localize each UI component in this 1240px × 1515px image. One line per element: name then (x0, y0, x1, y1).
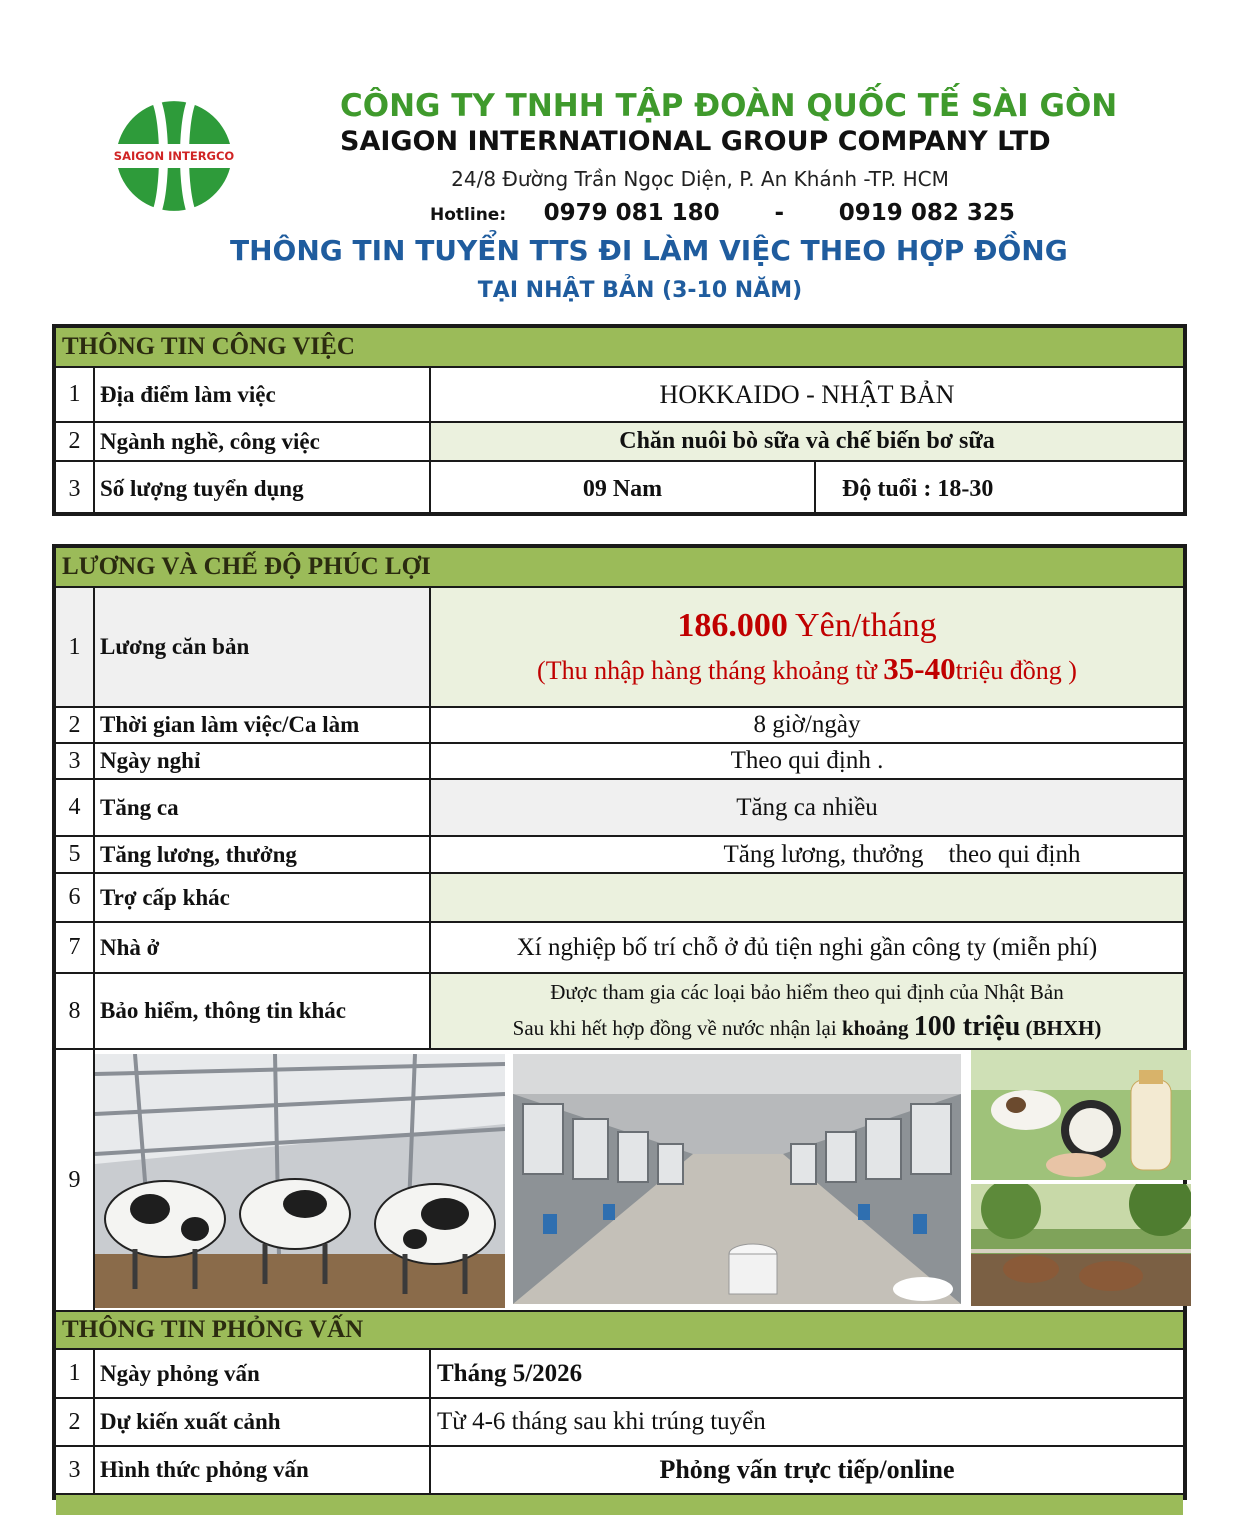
table-row (56, 744, 1183, 780)
age-label: Độ tuổi : (842, 475, 932, 502)
company-address: 24/8 Đường Trần Ngọc Diện, P. An Khánh -TP. HCM (451, 167, 949, 191)
base-salary-amount: 186.000 (677, 607, 788, 644)
row-number: 5 (56, 837, 95, 872)
table-row (56, 368, 1183, 423)
table-row (56, 837, 1183, 874)
dairy-product-photo (971, 1050, 1191, 1180)
company-name-en: SAIGON INTERNATIONAL GROUP COMPANY LTD (340, 126, 1051, 157)
row-number: 1 (56, 1350, 95, 1397)
next-section-header (56, 1495, 1183, 1515)
row-label: Nhà ở (95, 923, 431, 972)
job-section-title: THÔNG TIN CÔNG VIỆC (62, 333, 355, 360)
row-number: 2 (56, 423, 95, 460)
table-row (56, 708, 1183, 744)
logo-text: SAIGON INTERGCO (113, 149, 235, 163)
departure-estimate: Từ 4-6 tháng sau khi trúng tuyển (437, 1408, 766, 1435)
row-number: 2 (56, 1399, 95, 1445)
job-info-table (52, 324, 1187, 516)
interview-date: Tháng 5/2026 (437, 1359, 583, 1387)
dairy-barn-photo (95, 1054, 505, 1308)
raise-bonus: Tăng lương, thưởng theo qui định (723, 840, 1081, 868)
row-label: Ngành nghề, công việc (95, 423, 431, 460)
table-row (56, 874, 1183, 923)
insurance-refund-about: khoảng (841, 1015, 914, 1040)
page-subtitle: TẠI NHẬT BẢN (3-10 NĂM) (477, 278, 803, 303)
income-amount: 35-40 (883, 651, 956, 686)
insurance-line-1: Được tham gia các loại bảo hiểm theo qui định của Nhật Bản (550, 979, 1064, 1004)
row-label: Ngày phỏng vấn (95, 1350, 431, 1397)
base-salary-line (677, 607, 936, 645)
row-label: Lương căn bản (95, 588, 431, 706)
row-number: 1 (56, 588, 95, 706)
job-section-header (56, 328, 1183, 368)
work-location: HOKKAIDO - NHẬT BẢN (659, 379, 955, 409)
insurance-line-2 (513, 1011, 1102, 1043)
row-number: 3 (56, 1447, 95, 1493)
insurance-refund-amount: 100 triệu (913, 1010, 1021, 1042)
row-number: 9 (56, 1050, 95, 1310)
row-number: 8 (56, 974, 95, 1048)
hotline-label: Hotline: (430, 205, 507, 225)
row-label: Số lượng tuyển dụng (95, 462, 431, 516)
row-label: Hình thức phỏng vấn (95, 1447, 431, 1493)
table-row (56, 923, 1183, 974)
page-title: THÔNG TIN TUYỂN TTS ĐI LÀM VIỆC THEO HỢP ĐỒNG (230, 234, 1068, 267)
interview-section-header (56, 1312, 1183, 1350)
base-salary-unit: Yên/tháng (787, 607, 937, 644)
table-row (56, 974, 1183, 1050)
row-number: 7 (56, 923, 95, 972)
table-row-photos (56, 1050, 1183, 1312)
row-number: 2 (56, 708, 95, 742)
monthly-income (537, 651, 1077, 687)
company-logo (104, 92, 244, 220)
base-salary (431, 588, 1183, 706)
table-row (56, 780, 1183, 837)
hotline-number-1[interactable]: 0979 081 180 (543, 200, 720, 226)
insurance-info (431, 974, 1183, 1048)
overtime: Tăng ca nhiều (431, 780, 1183, 835)
row-label: Dự kiến xuất cảnh (95, 1399, 431, 1445)
row-label: Tăng lương, thưởng (95, 837, 431, 872)
interview-section-title: THÔNG TIN PHỎNG VẤN (62, 1316, 364, 1343)
row-label: Địa điểm làm việc (95, 368, 431, 421)
interview-format: Phỏng vấn trực tiếp/online (659, 1455, 955, 1484)
table-row (56, 423, 1183, 462)
salary-section-header (56, 548, 1183, 588)
row-label: Trợ cấp khác (95, 874, 431, 921)
row-label: Bảo hiểm, thông tin khác (95, 974, 431, 1048)
recruit-count: 09 Nam (431, 462, 816, 516)
row-number: 3 (56, 744, 95, 778)
salary-section-title: LƯƠNG VÀ CHẾ ĐỘ PHÚC LỢI (62, 553, 431, 580)
table-row (56, 588, 1183, 708)
other-allowance (431, 874, 1183, 921)
insurance-refund-suffix: (BHXH) (1020, 1015, 1102, 1040)
table-row (56, 462, 1183, 516)
row-label: Tăng ca (95, 780, 431, 835)
hotline-separator: - (774, 200, 784, 226)
working-hours: 8 giờ/ngày (753, 711, 861, 738)
row-label: Thời gian làm việc/Ca làm (95, 708, 431, 742)
table-row (56, 1350, 1183, 1399)
age-value: 18-30 (937, 475, 994, 502)
row-label: Ngày nghỉ (95, 744, 431, 778)
insurance-refund-prefix: Sau khi hết hợp đồng về nước nhận lại (512, 1015, 842, 1040)
salary-table (52, 544, 1187, 1500)
days-off: Theo qui định . (730, 747, 884, 774)
hotline (430, 200, 1015, 226)
job-field: Chăn nuôi bò sữa và chế biến bơ sữa (431, 423, 1183, 460)
table-row (56, 1447, 1183, 1495)
income-prefix: (Thu nhập hàng tháng khoảng từ (537, 656, 884, 685)
housing: Xí nghiệp bố trí chỗ ở đủ tiện nghi gần công ty (miễn phí) (516, 933, 1098, 961)
row-number: 6 (56, 874, 95, 921)
row-number: 4 (56, 780, 95, 835)
photo-gallery (95, 1050, 1183, 1310)
hotline-number-2[interactable]: 0919 082 325 (838, 200, 1015, 226)
company-name-vi: CÔNG TY TNHH TẬP ĐOÀN QUỐC TẾ SÀI GÒN (340, 88, 1118, 124)
row-number: 3 (56, 462, 95, 516)
row-number: 1 (56, 368, 95, 421)
table-row (56, 1399, 1183, 1447)
income-suffix: triệu đồng ) (955, 656, 1077, 685)
age-range (816, 462, 1183, 516)
farm-landscape-photo (971, 1184, 1191, 1306)
milking-parlor-photo (513, 1054, 961, 1304)
